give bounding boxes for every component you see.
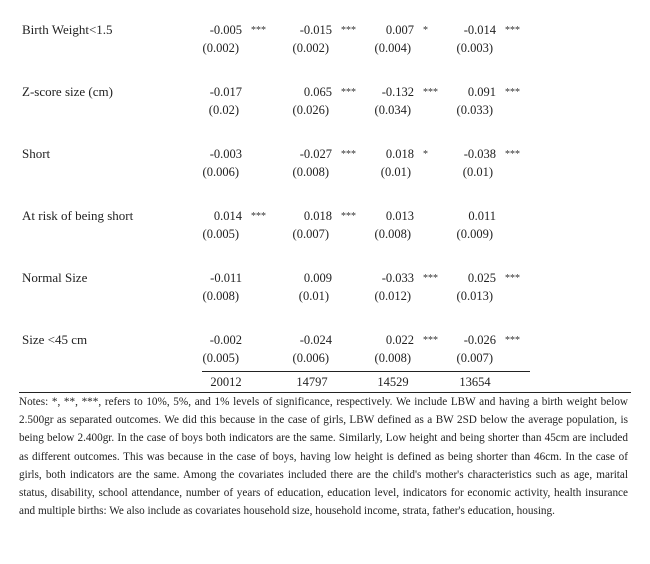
coefficient: 0.014: [213, 209, 242, 223]
significance-stars: ***: [505, 149, 520, 160]
standard-error: (0.01): [298, 289, 329, 303]
standard-error: (0.003): [456, 41, 493, 55]
significance-stars: ***: [505, 87, 520, 98]
coefficient: 0.022: [385, 333, 414, 347]
significance-stars: ***: [505, 335, 520, 346]
observations-count: 20012: [210, 375, 242, 389]
standard-error: (0.033): [456, 103, 493, 117]
coefficient: -0.014: [463, 23, 496, 37]
significance-stars: *: [423, 149, 428, 160]
standard-error: (0.002): [292, 41, 329, 55]
significance-stars: ***: [505, 25, 520, 36]
significance-stars: ***: [251, 211, 266, 222]
standard-error: (0.006): [202, 165, 239, 179]
coefficient: -0.033: [381, 271, 414, 285]
row-label: Z-score size (cm): [22, 84, 113, 99]
standard-error: (0.002): [202, 41, 239, 55]
significance-stars: ***: [341, 25, 356, 36]
significance-stars: ***: [341, 211, 356, 222]
standard-error: (0.01): [462, 165, 493, 179]
observations-count: 14797: [296, 375, 328, 389]
coefficient: -0.038: [463, 147, 496, 161]
row-label: Birth Weight<1.5: [22, 22, 113, 37]
observations-count: 13654: [459, 375, 491, 389]
significance-stars: ***: [423, 335, 438, 346]
table-row: [0, 80, 650, 142]
standard-error: (0.006): [292, 351, 329, 365]
table-row: [0, 204, 650, 266]
row-label: Short: [22, 146, 51, 161]
standard-error: (0.004): [374, 41, 411, 55]
standard-error: (0.012): [374, 289, 411, 303]
coefficient: -0.132: [381, 85, 414, 99]
coefficient: -0.011: [210, 271, 242, 285]
coefficient: -0.003: [209, 147, 242, 161]
table-row: [0, 266, 650, 328]
standard-error: (0.008): [292, 165, 329, 179]
table-row: [0, 18, 650, 80]
table-row: [0, 142, 650, 204]
standard-error: (0.005): [202, 351, 239, 365]
standard-error: (0.013): [456, 289, 493, 303]
standard-error: (0.01): [380, 165, 411, 179]
significance-stars: ***: [423, 87, 438, 98]
significance-stars: ***: [341, 87, 356, 98]
significance-stars: ***: [505, 273, 520, 284]
coefficient: -0.002: [209, 333, 242, 347]
significance-stars: ***: [251, 25, 266, 36]
significance-stars: ***: [423, 273, 438, 284]
significance-stars: ***: [341, 149, 356, 160]
standard-error: (0.005): [202, 227, 239, 241]
coefficient: -0.027: [299, 147, 332, 161]
coefficient: -0.005: [209, 23, 242, 37]
observations-count: 14529: [377, 375, 409, 389]
coefficient: -0.024: [299, 333, 332, 347]
coefficient: 0.018: [303, 209, 332, 223]
standard-error: (0.02): [208, 103, 239, 117]
standard-error: (0.008): [374, 227, 411, 241]
standard-error: (0.026): [292, 103, 329, 117]
row-label: At risk of being short: [22, 208, 134, 223]
coefficient: 0.013: [385, 209, 414, 223]
standard-error: (0.008): [202, 289, 239, 303]
coefficient: 0.091: [467, 85, 496, 99]
standard-error: (0.008): [374, 351, 411, 365]
coefficient: 0.007: [385, 23, 414, 37]
standard-error: (0.034): [374, 103, 411, 117]
table-divider: [202, 371, 530, 372]
row-label: Normal Size: [22, 270, 88, 285]
coefficient: 0.011: [468, 209, 496, 223]
row-label: Size <45 cm: [22, 332, 88, 347]
coefficient: -0.026: [463, 333, 496, 347]
coefficient: 0.009: [303, 271, 332, 285]
coefficient: -0.015: [299, 23, 332, 37]
table-notes: Notes: *, **, ***, refers to 10%, 5%, and 1% levels of significance, respectively. We include LBW and having a birth weight below 2.500gr as separated outcomes. We did this because in the case of girls, LBW defined as a BW 2SD below the average population, is being below 2.400gr. In the case of boys both indicators are the same. Similarly, Low height and being shorter than 45cm are included as different outcomes. This was because in the case of boys, having low height is defined as being shorter than 46cm. In the case of girls, both indicators are the same. Among the covariates included there are the child's mother's characteristics such as age, marital status, disability, school attendance, number of years of education, education level, indicators for economic activity, health insurance and multiple births: We also include as covariates household size, household income, strata, father's education, housing.: [19, 396, 628, 518]
coefficient: -0.017: [209, 85, 242, 99]
standard-error: (0.007): [292, 227, 329, 241]
coefficient: 0.025: [467, 271, 496, 285]
coefficient: 0.018: [385, 147, 414, 161]
coefficient: 0.065: [303, 85, 332, 99]
standard-error: (0.007): [456, 351, 493, 365]
standard-error: (0.009): [456, 227, 493, 241]
significance-stars: *: [423, 25, 428, 36]
